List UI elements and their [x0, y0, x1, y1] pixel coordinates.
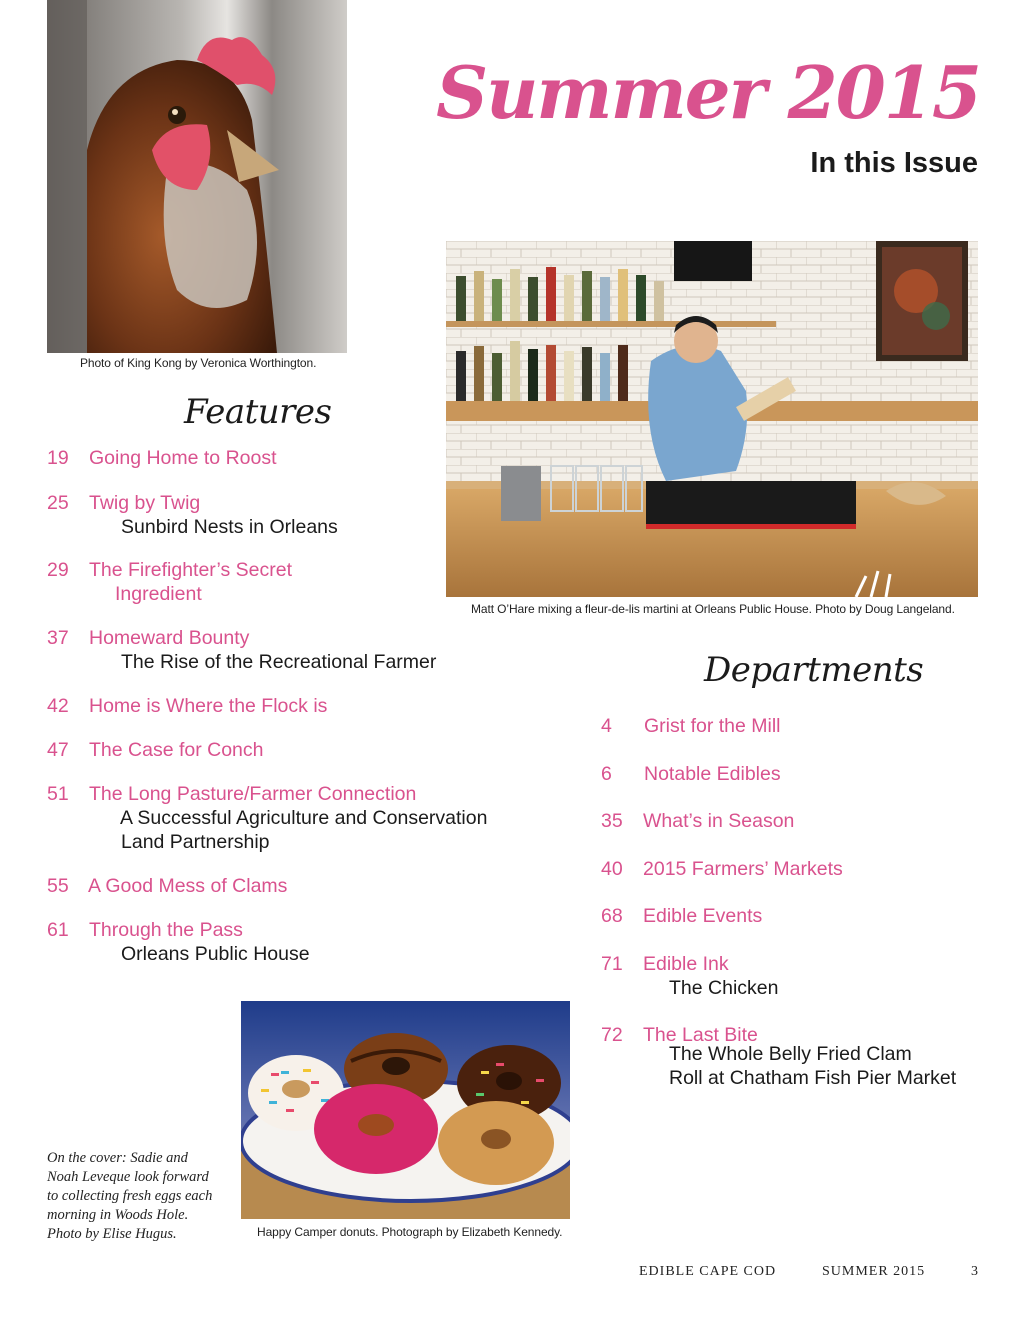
footer-publication: EDIBLE CAPE COD: [639, 1264, 777, 1279]
page-number: 40: [601, 858, 623, 880]
feature-subtitle: Orleans Public House: [121, 943, 310, 965]
page-number: 51: [47, 783, 69, 805]
bar-photo: [446, 241, 978, 597]
page-number: 25: [47, 492, 69, 514]
page-number: 37: [47, 627, 69, 649]
page-number: 55: [47, 875, 69, 897]
chicken-photo: [47, 0, 347, 353]
features-heading: Features: [184, 392, 332, 432]
donuts-photo-caption: Happy Camper donuts. Photograph by Elizabeth Kennedy.: [257, 1225, 563, 1239]
feature-item-51[interactable]: [47, 782, 567, 854]
footer-issue: SUMMER 2015: [822, 1264, 926, 1279]
feature-subtitle: Sunbird Nests in Orleans: [121, 516, 338, 538]
department-item-68[interactable]: [601, 904, 981, 928]
page-number: 71: [601, 953, 623, 975]
feature-subtitle-continued: Land Partnership: [121, 831, 270, 853]
department-title: Edible Ink: [643, 953, 729, 975]
feature-title: Homeward Bounty: [89, 627, 250, 649]
page-number: 4: [601, 715, 612, 737]
department-title: Grist for the Mill: [644, 715, 781, 737]
department-title: The Last Bite: [643, 1024, 758, 1046]
department-item-40[interactable]: [601, 857, 981, 881]
cover-note: On the cover: Sadie and Noah Leveque look forward to collecting fresh eggs each morning in Woods Hole. Photo by Elise Hugus.: [47, 1150, 213, 1242]
donuts-photo: [241, 1001, 570, 1219]
department-title: Edible Events: [643, 905, 763, 927]
page-number: 68: [601, 905, 623, 927]
page-number: 19: [47, 447, 69, 469]
feature-item-47[interactable]: [47, 738, 567, 762]
feature-subtitle: A Successful Agriculture and Conservation: [120, 807, 488, 829]
department-subtitle: The Whole Belly Fried Clam: [669, 1043, 912, 1065]
feature-item-25[interactable]: [47, 491, 567, 539]
chicken-photo-caption: Photo of King Kong by Veronica Worthington.: [80, 356, 317, 370]
department-item-71[interactable]: [601, 952, 981, 1000]
feature-title: Twig by Twig: [89, 492, 201, 514]
page-number: 35: [601, 810, 623, 832]
feature-item-55[interactable]: [47, 874, 567, 898]
feature-title: The Long Pasture/Farmer Connection: [89, 783, 417, 805]
page-number: 47: [47, 739, 69, 761]
page-number: 72: [601, 1024, 623, 1046]
department-title: 2015 Farmers’ Markets: [643, 858, 843, 880]
department-title: What’s in Season: [643, 810, 795, 832]
department-title: Notable Edibles: [644, 763, 781, 785]
department-subtitle-continued: Roll at Chatham Fish Pier Market: [669, 1067, 957, 1089]
footer-page-number: 3: [971, 1264, 979, 1279]
feature-title-continued: Ingredient: [115, 583, 202, 605]
department-item-35[interactable]: [601, 809, 981, 833]
department-subtitle: The Chicken: [669, 977, 779, 999]
page-number: 6: [601, 763, 612, 785]
feature-title: Home is Where the Flock is: [89, 695, 328, 717]
department-item-6[interactable]: [601, 762, 981, 786]
issue-title: Summer 2015: [436, 50, 980, 135]
feature-title: The Firefighter’s Secret: [89, 559, 293, 581]
feature-item-29[interactable]: [47, 558, 567, 606]
feature-item-37[interactable]: [47, 626, 567, 674]
department-item-72[interactable]: [601, 1023, 981, 1091]
feature-title: A Good Mess of Clams: [88, 875, 288, 897]
page-number: 61: [47, 919, 69, 941]
page-number: 42: [47, 695, 69, 717]
departments-heading: Departments: [704, 650, 924, 690]
feature-item-19[interactable]: [47, 446, 567, 470]
feature-title: The Case for Conch: [89, 739, 264, 761]
feature-item-42[interactable]: [47, 694, 567, 718]
page-number: 29: [47, 559, 69, 581]
feature-title: Through the Pass: [89, 919, 243, 941]
department-item-4[interactable]: [601, 714, 981, 738]
feature-subtitle: The Rise of the Recreational Farmer: [121, 651, 437, 673]
feature-item-61[interactable]: [47, 918, 567, 966]
bar-photo-caption: Matt O’Hare mixing a fleur-de-lis martini at Orleans Public House. Photo by Doug Langeland.: [471, 602, 955, 616]
feature-title: Going Home to Roost: [89, 447, 277, 469]
issue-subtitle: In this Issue: [810, 147, 978, 179]
